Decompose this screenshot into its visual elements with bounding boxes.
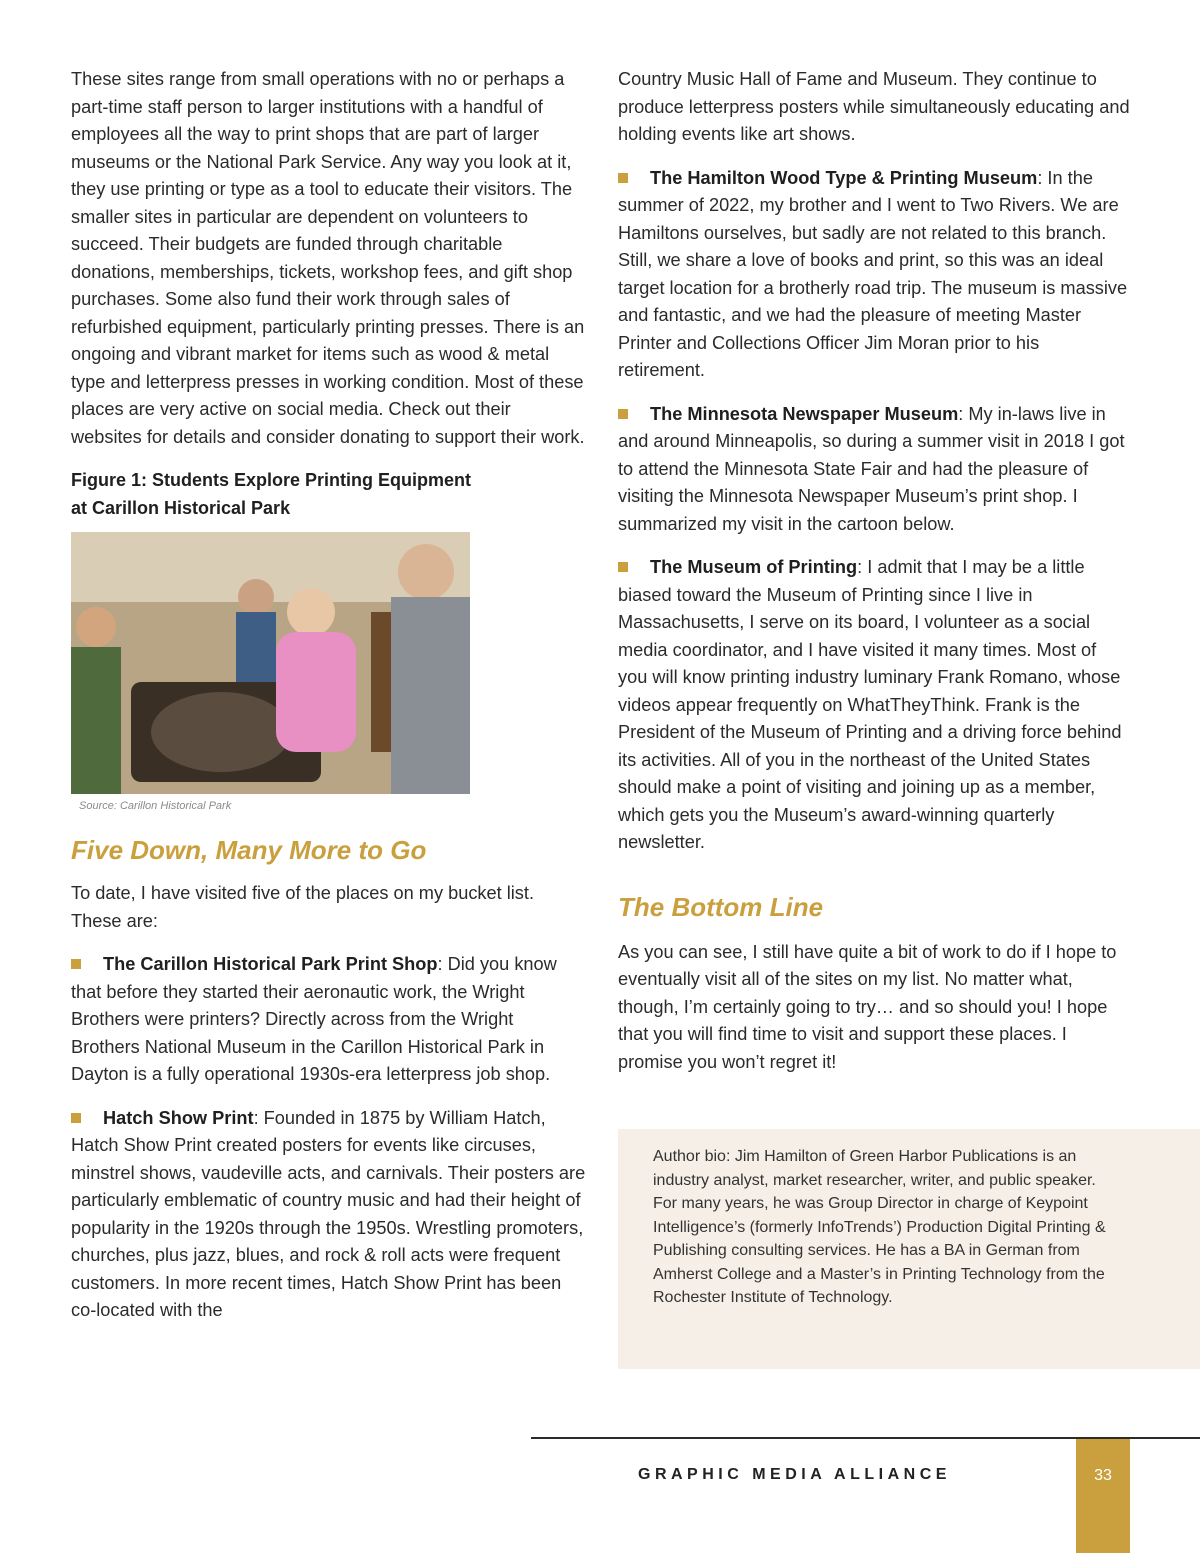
bullet-square-icon bbox=[618, 562, 628, 572]
bullet-hamilton bbox=[618, 165, 1130, 385]
heading-intro: To date, I have visited five of the places on my bucket list. These are: bbox=[71, 883, 535, 931]
section-heading-bottom-line: The Bottom Line bbox=[618, 891, 824, 922]
bullet-title-museum-of-printing: The Museum of Printing bbox=[650, 557, 858, 577]
bullet-hatch bbox=[71, 1105, 586, 1325]
author-bio-text: Author bio: Jim Hamilton of Green Harbor Publications is an industry analyst, market researcher, writer, and public speaker. For many years, he was Group Director in charge of Keypoint Intelligence’s (formerly InfoTrends’) Production Digital Printing & Publishing consulting services. He has a BA in German from Amherst College and a Master’s in Printing Technology from the Rochester Institute of Technology. bbox=[653, 1148, 1106, 1306]
author-bio-box bbox=[618, 1129, 1200, 1369]
bullet-square-icon bbox=[71, 1113, 81, 1123]
intro-paragraph: These sites range from small operations with no or perhaps a part-time staff person to larger institutions with a handful of employees all the way to print shops that are part of larger museums or the National Park Service. Any way you look at it, they use printing or type as a tool to educate their visitors. The smaller sites in particular are dependent on volunteers to succeed. Their budgets are funded through charitable donations, memberships, tickets, workshop fees, and gift shop purchases. Some also fund their work through sales of refurbished equipment, particularly printing presses. There is an ongoing and vibrant market for items such as wood & metal type and letterpress presses in working condition. Most of these places are very active on social media. Check out their websites for details and consider donating to support their work. bbox=[71, 69, 585, 447]
figure-source: Source: Carillon Historical Park bbox=[79, 800, 232, 812]
bullet-square-icon bbox=[618, 173, 628, 183]
bullet-title-hamilton: The Hamilton Wood Type & Printing Museum bbox=[650, 167, 1038, 188]
bullet-text-hatch: : Founded in 1875 by William Hatch, Hatch Show Print created posters for events like circuses, minstrel shows, vaudeville acts, and carnivals. Their posters are particularly emblematic of country music and had their height of popularity in the 1920s through the 1950s. Wrestling promoters, churches, plus jazz, blues, and rock & roll acts were frequent customers. In more recent times, Hatch Show Print has been co-located with the bbox=[71, 1107, 586, 1320]
bullet-square-icon bbox=[71, 959, 81, 969]
page-number: 33 bbox=[1094, 1467, 1112, 1484]
bullet-title-carillon: The Carillon Historical Park Print Shop bbox=[103, 954, 438, 974]
bullet-text-museum-of-printing: : I admit that I may be a little biased toward the Museum of Printing since I live in Massachusetts, I serve on its board, I volunteer as a social media coordinator, and I have visited it many times. Most of you will know printing industry luminary Frank Romano, whose videos appear frequently on WhatTheyThink. Frank is the President of the Museum of Printing and a driving force behind its activities. All of you in the northeast of the United States should make a point of visiting and joining up as a member, which gets you the Museum’s award-winning quarterly newsletter. bbox=[618, 557, 1122, 852]
bullet-museum-of-printing bbox=[618, 554, 1130, 857]
students-printing-photo bbox=[71, 532, 470, 794]
right-column bbox=[618, 66, 1130, 1092]
section-heading-five-down: Five Down, Many More to Go bbox=[71, 835, 427, 865]
bullet-text-carillon: : Did you know that before they started their aeronautic work, the Wright Brothers were printers? Directly across from the Wright Brothers National Museum in the Carillon Historical Park in Dayton is a fully operational 1930s-era letterpress job shop. bbox=[71, 954, 557, 1084]
bullet-title-minnesota: The Minnesota Newspaper Museum bbox=[650, 403, 959, 424]
photo-illustration bbox=[71, 532, 470, 794]
figure-caption-line-1: Figure 1: Students Explore Printing Equipment bbox=[71, 470, 472, 490]
bullet-title-hatch: Hatch Show Print bbox=[103, 1107, 254, 1128]
bullet-square-icon bbox=[618, 409, 628, 419]
bullet-text-hamilton: : In the summer of 2022, my brother and I went to Two Rivers. We are Hamiltons ourselves, but sadly are not related to this branch. Still, we share a love of books and print, so this was an ideal target location for a brotherly road trip. The museum is massive and fantastic, and we had the pleasure of meeting Master Printer and Collections Officer Jim Moran prior to his retirement. bbox=[618, 167, 1128, 380]
bottom-line-paragraph: As you can see, I still have quite a bit of work to do if I hope to eventually visit all of the sites on my list. No matter what, though, I’m certainly going to try… and so should you! I hope that you will find time to visit and support these places. I promise you won’t regret it! bbox=[618, 941, 1117, 1072]
figure-caption-line-2: at Carillon Historical Park bbox=[71, 497, 291, 518]
continuation-paragraph: Country Music Hall of Fame and Museum. They continue to produce letterpress posters while simultaneously educating and holding events like art shows. bbox=[618, 69, 1130, 144]
figure-caption bbox=[71, 467, 586, 522]
page-number-tab bbox=[1076, 1439, 1130, 1553]
footer-brand: GRAPHIC MEDIA ALLIANCE bbox=[638, 1466, 951, 1483]
bullet-text-minnesota: : My in-laws live in and around Minneapolis, so during a summer visit in 2018 I got to attend the Minnesota State Fair and had the pleasure of visiting the Minnesota Newspaper Museum’s print shop. I summarized my visit in the cartoon below. bbox=[618, 403, 1125, 534]
bullet-minnesota bbox=[618, 401, 1130, 539]
bullet-carillon bbox=[71, 951, 586, 1089]
left-column bbox=[71, 66, 586, 1341]
